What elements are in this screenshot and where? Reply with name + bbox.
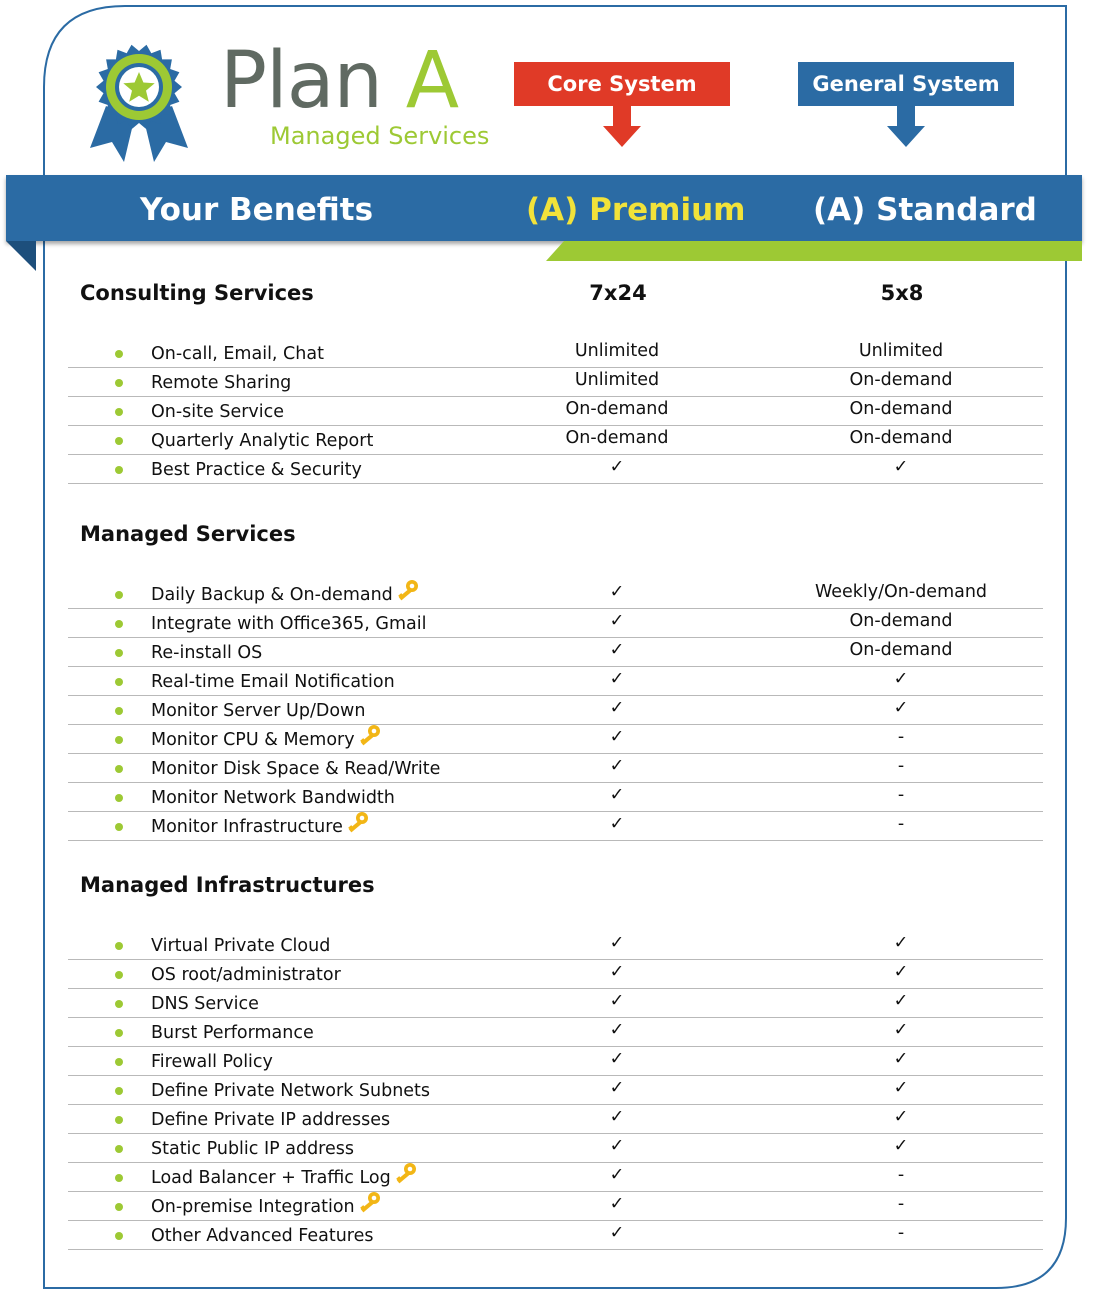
award-ribbon-icon [84,40,194,165]
table-row [68,1017,1043,1047]
row-label-text: Virtual Private Cloud [151,936,331,956]
premium-cell: ✓ [609,1020,625,1040]
table-row [68,930,1043,960]
standard-cell: ✓ [893,1136,909,1156]
table-row [68,1046,1043,1076]
standard-cell: - [897,814,905,834]
row-label [151,730,382,750]
table-row [68,1162,1043,1192]
premium-cell: Unlimited [574,341,660,361]
table-row [68,608,1043,638]
section-title: Managed Infrastructures [80,873,375,897]
table-row [68,988,1043,1018]
premium-cell: ✓ [609,727,625,747]
row-label [151,431,373,451]
premium-cell: ✓ [609,640,625,660]
row-label [151,402,284,422]
brand-letter: A [405,36,459,126]
bullet-icon [115,591,123,599]
row-label [151,788,395,808]
arrow-down-icon [886,104,926,148]
row-label [151,643,262,663]
table-row [68,367,1043,397]
row-label [151,936,330,956]
row-label-text: On-site Service [151,402,285,422]
bullet-icon [115,1203,123,1211]
bullet-icon [115,971,123,979]
table-row [68,666,1043,696]
standard-cell: ✓ [893,1049,909,1069]
bullet-icon [115,437,123,445]
premium-cell: ✓ [609,1078,625,1098]
standard-cell: ✓ [893,962,909,982]
bullet-icon [115,678,123,686]
row-label [151,373,291,393]
row-label-text: Define Private Network Subnets [151,1081,431,1101]
standard-cell: ✓ [893,1078,909,1098]
row-label-text: On-premise Integration [151,1197,355,1217]
standard-cell: - [897,756,905,776]
standard-cell: ✓ [893,698,909,718]
bullet-icon [115,350,123,358]
premium-cell: ✓ [609,582,625,602]
core-system-tag: Core System [514,62,730,106]
general-system-tag: General System [798,62,1014,106]
row-label [151,1023,314,1043]
row-label-text: Load Balancer + Traffic Log [151,1168,391,1188]
premium-cell: ✓ [609,698,625,718]
row-label [151,965,341,985]
banner-accent [546,241,1082,261]
premium-cell: ✓ [609,1107,625,1127]
premium-cell: ✓ [609,962,625,982]
bullet-icon [115,794,123,802]
premium-cell: ✓ [609,991,625,1011]
brand-word: Plan [220,36,382,126]
bullet-icon [115,1029,123,1037]
brand-subtitle: Managed Services [270,122,490,150]
row-label-text: Monitor Infrastructure [151,817,343,837]
bullet-icon [115,942,123,950]
row-label-text: Monitor Network Bandwidth [151,788,395,808]
row-label-text: DNS Service [151,994,259,1014]
premium-heading: (A) Premium [526,192,746,228]
bullet-icon [115,1174,123,1182]
bullet-icon [115,1087,123,1095]
bullet-icon [115,1058,123,1066]
premium-cell: ✓ [609,1165,625,1185]
premium-cell: ✓ [609,1223,625,1243]
premium-cell: On-demand [565,399,669,419]
row-label-text: Burst Performance [151,1023,314,1043]
table-row [68,1220,1043,1250]
row-label [151,344,324,364]
bullet-icon [115,1000,123,1008]
premium-cell: ✓ [609,756,625,776]
standard-cell: ✓ [893,1020,909,1040]
table-row [68,637,1043,667]
row-label [151,994,259,1014]
standard-cell: Unlimited [858,341,944,361]
table-row [68,1104,1043,1134]
key-icon [358,724,382,748]
section-standard-value: 5x8 [880,281,924,305]
standard-cell: On-demand [849,640,953,660]
standard-cell: ✓ [893,991,909,1011]
table-row [68,753,1043,783]
table-row [68,396,1043,426]
bullet-icon [115,466,123,474]
row-label [151,1197,382,1217]
table-row [68,1133,1043,1163]
row-label-text: OS root/administrator [151,965,341,985]
bullet-icon [115,1232,123,1240]
bullet-icon [115,736,123,744]
premium-cell: ✓ [609,1049,625,1069]
row-label [151,1110,390,1130]
key-icon [346,811,370,835]
standard-cell: ✓ [893,933,909,953]
row-label-text: Daily Backup & On-demand [151,585,393,605]
bullet-icon [115,1116,123,1124]
key-icon [396,579,420,603]
premium-cell: ✓ [609,1194,625,1214]
row-label [151,1139,354,1159]
row-label [151,701,365,721]
standard-cell: ✓ [893,669,909,689]
standard-cell: - [897,1165,905,1185]
row-label-text: Integrate with Office365, Gmail [151,614,427,634]
banner-fold [6,241,36,273]
row-label-text: Best Practice & Security [151,460,362,480]
row-label-text: Monitor Disk Space & Read/Write [151,759,441,779]
bullet-icon [115,649,123,657]
row-label [151,1168,418,1188]
standard-cell: ✓ [893,1107,909,1127]
premium-cell: ✓ [609,457,625,477]
key-icon [358,1191,382,1215]
bullet-icon [115,379,123,387]
row-label [151,672,395,692]
table-row [68,811,1043,841]
standard-cell: ✓ [893,457,909,477]
row-label-text: Other Advanced Features [151,1226,374,1246]
row-label-text: Quarterly Analytic Report [151,431,374,451]
premium-cell: Unlimited [574,370,660,390]
standard-cell: - [897,1223,905,1243]
row-label-text: Re-install OS [151,643,263,663]
brand-title [220,36,458,126]
your-benefits-heading: Your Benefits [140,192,374,228]
row-label [151,1052,273,1072]
bullet-icon [115,408,123,416]
table-row [68,724,1043,754]
table-row [68,425,1043,455]
table-row [68,1191,1043,1221]
bullet-icon [115,707,123,715]
bullet-icon [115,765,123,773]
row-label-text: Real-time Email Notification [151,672,395,692]
bullet-icon [115,620,123,628]
premium-cell: ✓ [609,669,625,689]
table-row [68,1075,1043,1105]
premium-cell: ✓ [609,814,625,834]
bullet-icon [115,823,123,831]
section-title: Managed Services [80,522,296,546]
row-label-text: Monitor CPU & Memory [151,730,355,750]
standard-cell: On-demand [849,428,953,448]
row-label-text: Monitor Server Up/Down [151,701,366,721]
key-icon [394,1162,418,1186]
standard-cell: - [897,1194,905,1214]
premium-cell: ✓ [609,1136,625,1156]
premium-cell: ✓ [609,611,625,631]
row-label-text: Firewall Policy [151,1052,273,1072]
row-label-text: Remote Sharing [151,373,292,393]
premium-cell: ✓ [609,785,625,805]
section-premium-value: 7x24 [589,281,647,305]
arrow-down-icon [602,104,642,148]
table-row [68,959,1043,989]
table-row [68,782,1043,812]
standard-cell: - [897,785,905,805]
table-row [68,695,1043,725]
section-title: Consulting Services [80,281,314,305]
standard-cell: On-demand [849,399,953,419]
standard-cell: On-demand [849,370,953,390]
row-label [151,1081,430,1101]
row-label [151,614,426,634]
premium-cell: On-demand [565,428,669,448]
row-label [151,817,370,837]
premium-cell: ✓ [609,933,625,953]
bullet-icon [115,1145,123,1153]
standard-heading: (A) Standard [813,192,1037,228]
table-row [68,579,1043,609]
standard-cell: Weekly/On-demand [814,582,988,602]
standard-cell: On-demand [849,611,953,631]
row-label [151,759,440,779]
table-row [68,338,1043,368]
standard-cell: - [897,727,905,747]
row-label [151,585,420,605]
row-label [151,460,362,480]
row-label-text: Define Private IP addresses [151,1110,391,1130]
row-label [151,1226,374,1246]
row-label-text: Static Public IP address [151,1139,354,1159]
row-label-text: On-call, Email, Chat [151,344,324,364]
table-row [68,454,1043,484]
